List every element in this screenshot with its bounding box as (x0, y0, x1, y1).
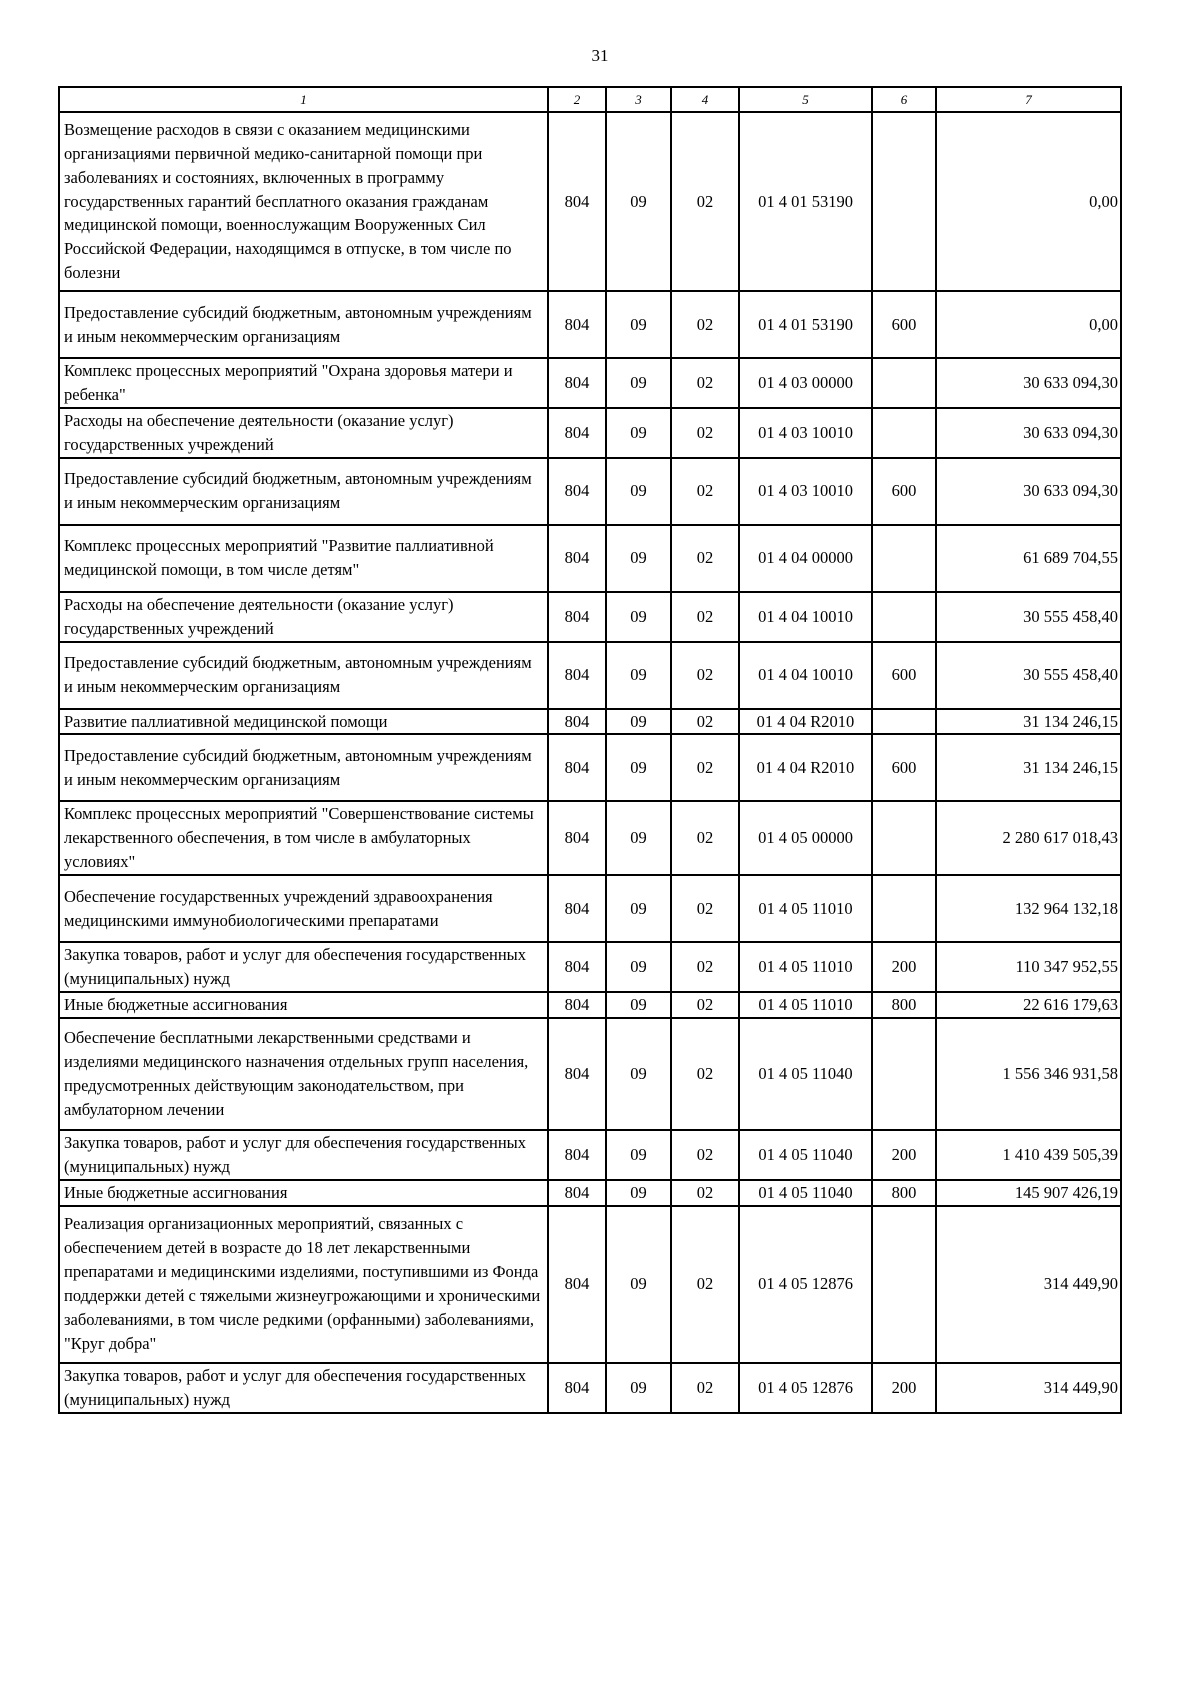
expense-type-code-cell: 600 (872, 291, 936, 358)
column-header: 6 (872, 87, 936, 112)
column-header: 2 (548, 87, 606, 112)
ministry-code-cell: 804 (548, 734, 606, 801)
amount-cell: 22 616 179,63 (936, 992, 1121, 1018)
ministry-code-cell: 804 (548, 592, 606, 642)
target-article-code-cell: 01 4 01 53190 (739, 291, 872, 358)
column-header: 3 (606, 87, 671, 112)
section-code-cell: 09 (606, 592, 671, 642)
amount-cell: 0,00 (936, 112, 1121, 291)
section-code-cell: 09 (606, 1130, 671, 1180)
row-name-cell: Комплекс процессных мероприятий "Совершенствование системы лекарственного обеспечения, в том числе в амбулаторных условиях" (59, 801, 548, 875)
table-row (59, 875, 1121, 942)
ministry-code-cell: 804 (548, 801, 606, 875)
target-article-code-cell: 01 4 04 00000 (739, 525, 872, 592)
subsection-code-cell: 02 (671, 801, 739, 875)
row-name-cell: Закупка товаров, работ и услуг для обеспечения государственных (муниципальных) нужд (59, 1363, 548, 1413)
column-header: 1 (59, 87, 548, 112)
row-name-cell: Предоставление субсидий бюджетным, автономным учреждениям и иным некоммерческим организациям (59, 642, 548, 709)
row-name-cell: Расходы на обеспечение деятельности (оказание услуг) государственных учреждений (59, 408, 548, 458)
section-code-cell: 09 (606, 358, 671, 408)
row-name-cell: Предоставление субсидий бюджетным, автономным учреждениям и иным некоммерческим организациям (59, 734, 548, 801)
table-row (59, 642, 1121, 709)
row-name-cell: Комплекс процессных мероприятий "Охрана здоровья матери и ребенка" (59, 358, 548, 408)
table-row (59, 358, 1121, 408)
target-article-code-cell: 01 4 03 00000 (739, 358, 872, 408)
table-row (59, 592, 1121, 642)
ministry-code-cell: 804 (548, 875, 606, 942)
section-code-cell: 09 (606, 709, 671, 735)
expense-type-code-cell: 200 (872, 1130, 936, 1180)
ministry-code-cell: 804 (548, 291, 606, 358)
target-article-code-cell: 01 4 05 00000 (739, 801, 872, 875)
subsection-code-cell: 02 (671, 1206, 739, 1363)
row-name-cell: Предоставление субсидий бюджетным, автономным учреждениям и иным некоммерческим организациям (59, 458, 548, 525)
amount-cell: 1 556 346 931,58 (936, 1018, 1121, 1130)
ministry-code-cell: 804 (548, 942, 606, 992)
expense-type-code-cell (872, 358, 936, 408)
expense-type-code-cell (872, 592, 936, 642)
section-code-cell: 09 (606, 801, 671, 875)
table-row (59, 408, 1121, 458)
expense-type-code-cell (872, 112, 936, 291)
subsection-code-cell: 02 (671, 992, 739, 1018)
expense-type-code-cell: 800 (872, 992, 936, 1018)
amount-cell: 110 347 952,55 (936, 942, 1121, 992)
amount-cell: 30 633 094,30 (936, 458, 1121, 525)
table-row (59, 709, 1121, 735)
ministry-code-cell: 804 (548, 458, 606, 525)
subsection-code-cell: 02 (671, 458, 739, 525)
target-article-code-cell: 01 4 04 R2010 (739, 709, 872, 735)
table-row (59, 112, 1121, 291)
section-code-cell: 09 (606, 408, 671, 458)
ministry-code-cell: 804 (548, 112, 606, 291)
expense-type-code-cell: 600 (872, 458, 936, 525)
target-article-code-cell: 01 4 05 12876 (739, 1206, 872, 1363)
row-name-cell: Реализация организационных мероприятий, связанных с обеспечением детей в возрасте до 18 лет лекарственными препаратами и медицинскими изделиями, поступившими из Фонда поддержки детей с тяжелыми жизнеугрожающими и хроническими заболеваниями, в том числе редкими (орфанными) заболеваниями, "Круг добра" (59, 1206, 548, 1363)
section-code-cell: 09 (606, 1018, 671, 1130)
ministry-code-cell: 804 (548, 709, 606, 735)
table-row (59, 801, 1121, 875)
target-article-code-cell: 01 4 05 11040 (739, 1130, 872, 1180)
expense-type-code-cell: 200 (872, 1363, 936, 1413)
section-code-cell: 09 (606, 1206, 671, 1363)
column-header: 5 (739, 87, 872, 112)
ministry-code-cell: 804 (548, 358, 606, 408)
section-code-cell: 09 (606, 458, 671, 525)
ministry-code-cell: 804 (548, 992, 606, 1018)
subsection-code-cell: 02 (671, 112, 739, 291)
subsection-code-cell: 02 (671, 592, 739, 642)
expense-type-code-cell (872, 525, 936, 592)
amount-cell: 145 907 426,19 (936, 1180, 1121, 1206)
subsection-code-cell: 02 (671, 408, 739, 458)
table-row (59, 1018, 1121, 1130)
expense-type-code-cell (872, 801, 936, 875)
amount-cell: 31 134 246,15 (936, 734, 1121, 801)
target-article-code-cell: 01 4 05 11040 (739, 1180, 872, 1206)
amount-cell: 30 555 458,40 (936, 592, 1121, 642)
target-article-code-cell: 01 4 05 11010 (739, 942, 872, 992)
section-code-cell: 09 (606, 1180, 671, 1206)
row-name-cell: Развитие паллиативной медицинской помощи (59, 709, 548, 735)
section-code-cell: 09 (606, 642, 671, 709)
section-code-cell: 09 (606, 734, 671, 801)
amount-cell: 314 449,90 (936, 1206, 1121, 1363)
expense-type-code-cell (872, 875, 936, 942)
table-row (59, 734, 1121, 801)
section-code-cell: 09 (606, 525, 671, 592)
expense-type-code-cell: 600 (872, 734, 936, 801)
ministry-code-cell: 804 (548, 408, 606, 458)
section-code-cell: 09 (606, 1363, 671, 1413)
row-name-cell: Предоставление субсидий бюджетным, автономным учреждениям и иным некоммерческим организациям (59, 291, 548, 358)
amount-cell: 61 689 704,55 (936, 525, 1121, 592)
ministry-code-cell: 804 (548, 525, 606, 592)
ministry-code-cell: 804 (548, 642, 606, 709)
subsection-code-cell: 02 (671, 525, 739, 592)
expense-type-code-cell (872, 408, 936, 458)
table-row (59, 291, 1121, 358)
subsection-code-cell: 02 (671, 734, 739, 801)
amount-cell: 0,00 (936, 291, 1121, 358)
amount-cell: 2 280 617 018,43 (936, 801, 1121, 875)
row-name-cell: Комплекс процессных мероприятий "Развитие паллиативной медицинской помощи, в том числе детям" (59, 525, 548, 592)
column-header-row (59, 87, 1121, 112)
row-name-cell: Обеспечение бесплатными лекарственными средствами и изделиями медицинского назначения отдельных групп населения, предусмотренных действующим законодательством, при амбулаторном лечении (59, 1018, 548, 1130)
target-article-code-cell: 01 4 04 10010 (739, 642, 872, 709)
column-header: 7 (936, 87, 1121, 112)
subsection-code-cell: 02 (671, 1130, 739, 1180)
expense-type-code-cell: 600 (872, 642, 936, 709)
expense-type-code-cell: 200 (872, 942, 936, 992)
section-code-cell: 09 (606, 992, 671, 1018)
expense-type-code-cell (872, 1018, 936, 1130)
amount-cell: 30 555 458,40 (936, 642, 1121, 709)
subsection-code-cell: 02 (671, 1180, 739, 1206)
subsection-code-cell: 02 (671, 942, 739, 992)
amount-cell: 30 633 094,30 (936, 358, 1121, 408)
page-number: 31 (591, 46, 609, 65)
table-row (59, 525, 1121, 592)
table-row (59, 1130, 1121, 1180)
table-row (59, 1206, 1121, 1363)
subsection-code-cell: 02 (671, 358, 739, 408)
expense-type-code-cell: 800 (872, 1180, 936, 1206)
subsection-code-cell: 02 (671, 875, 739, 942)
subsection-code-cell: 02 (671, 291, 739, 358)
expense-type-code-cell (872, 1206, 936, 1363)
row-name-cell: Закупка товаров, работ и услуг для обеспечения государственных (муниципальных) нужд (59, 1130, 548, 1180)
table-row (59, 1363, 1121, 1413)
amount-cell: 132 964 132,18 (936, 875, 1121, 942)
target-article-code-cell: 01 4 03 10010 (739, 408, 872, 458)
ministry-code-cell: 804 (548, 1130, 606, 1180)
ministry-code-cell: 804 (548, 1018, 606, 1130)
amount-cell: 30 633 094,30 (936, 408, 1121, 458)
table-row (59, 992, 1121, 1018)
target-article-code-cell: 01 4 05 12876 (739, 1363, 872, 1413)
table-row (59, 458, 1121, 525)
target-article-code-cell: 01 4 05 11010 (739, 992, 872, 1018)
subsection-code-cell: 02 (671, 642, 739, 709)
amount-cell: 314 449,90 (936, 1363, 1121, 1413)
row-name-cell: Иные бюджетные ассигнования (59, 992, 548, 1018)
ministry-code-cell: 804 (548, 1206, 606, 1363)
table-row (59, 942, 1121, 992)
target-article-code-cell: 01 4 05 11010 (739, 875, 872, 942)
table-row (59, 1180, 1121, 1206)
row-name-cell: Расходы на обеспечение деятельности (оказание услуг) государственных учреждений (59, 592, 548, 642)
section-code-cell: 09 (606, 942, 671, 992)
target-article-code-cell: 01 4 01 53190 (739, 112, 872, 291)
target-article-code-cell: 01 4 05 11040 (739, 1018, 872, 1130)
row-name-cell: Возмещение расходов в связи с оказанием медицинскими организациями первичной медико-санитарной помощи при заболеваниях и состояниях, включенных в программу государственных гарантий бесплатного оказания гражданам медицинской помощи, военнослужащим Вооруженных Сил Российской Федерации, находящимся в отпуске, в том числе по болезни (59, 112, 548, 291)
row-name-cell: Иные бюджетные ассигнования (59, 1180, 548, 1206)
amount-cell: 31 134 246,15 (936, 709, 1121, 735)
section-code-cell: 09 (606, 291, 671, 358)
ministry-code-cell: 804 (548, 1363, 606, 1413)
target-article-code-cell: 01 4 04 R2010 (739, 734, 872, 801)
expense-type-code-cell (872, 709, 936, 735)
row-name-cell: Закупка товаров, работ и услуг для обеспечения государственных (муниципальных) нужд (59, 942, 548, 992)
subsection-code-cell: 02 (671, 709, 739, 735)
ministry-code-cell: 804 (548, 1180, 606, 1206)
target-article-code-cell: 01 4 03 10010 (739, 458, 872, 525)
subsection-code-cell: 02 (671, 1363, 739, 1413)
row-name-cell: Обеспечение государственных учреждений здравоохранения медицинскими иммунобиологическими препаратами (59, 875, 548, 942)
section-code-cell: 09 (606, 875, 671, 942)
amount-cell: 1 410 439 505,39 (936, 1130, 1121, 1180)
target-article-code-cell: 01 4 04 10010 (739, 592, 872, 642)
section-code-cell: 09 (606, 112, 671, 291)
column-header: 4 (671, 87, 739, 112)
subsection-code-cell: 02 (671, 1018, 739, 1130)
budget-table (58, 86, 1122, 1414)
